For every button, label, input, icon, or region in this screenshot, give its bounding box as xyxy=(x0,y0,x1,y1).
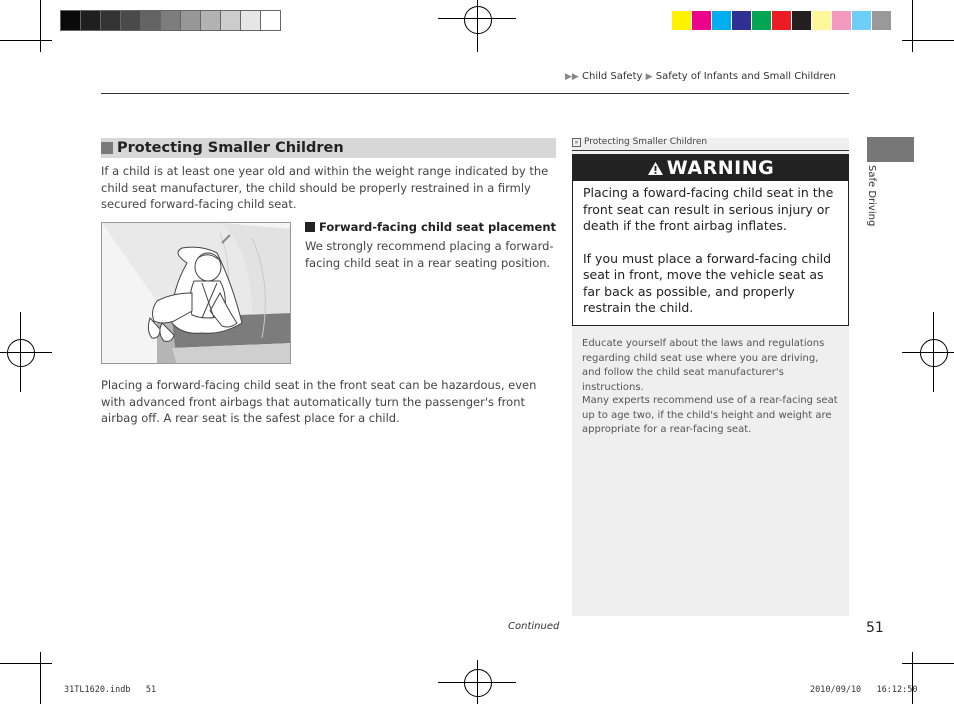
breadcrumb xyxy=(565,71,836,82)
closing-paragraph: Placing a forward-facing child seat in the front seat can be hazardous, even with advanced front airbags that automatically turn the passenger's front airbag off. A rear seat is the safest place for a child. xyxy=(101,378,537,425)
color-swatch xyxy=(692,11,711,30)
color-swatch xyxy=(201,11,220,30)
color-swatch xyxy=(772,11,791,30)
color-swatch xyxy=(852,11,871,30)
warning-box xyxy=(572,154,849,326)
sidebar-reference-text: Protecting Smaller Children xyxy=(584,137,708,147)
color-swatch xyxy=(792,11,811,30)
color-swatch xyxy=(241,11,260,30)
color-swatch xyxy=(672,11,691,30)
footer-file-info: 31TL1620.indb 51 xyxy=(64,685,157,695)
sidebar-reference xyxy=(572,137,707,147)
color-swatch xyxy=(812,11,831,30)
child-seat-illustration xyxy=(101,222,291,364)
warning-text xyxy=(583,185,841,333)
warning-header xyxy=(573,155,848,181)
subheading xyxy=(305,219,556,235)
color-swatch xyxy=(161,11,180,30)
chapter-tab-label: Safe Driving xyxy=(866,165,877,227)
color-swatch xyxy=(712,11,731,30)
sidebar-note-laws: Educate yourself about the laws and regulations regarding child seat use where you are driving, and follow the child seat manufacturer's instructions. xyxy=(582,338,825,393)
continued-label: Continued xyxy=(508,621,560,632)
color-swatch xyxy=(872,11,891,30)
reference-box-icon: » xyxy=(572,138,581,147)
color-swatch xyxy=(81,11,100,30)
square-bullet-icon xyxy=(101,142,113,154)
header-rule xyxy=(101,93,849,94)
breadcrumb-arrow-icon: ▶ xyxy=(645,72,653,82)
warning-paragraph-2: If you must place a forward-facing child seat in front, move the vehicle seat as far back as possible, and properly restrain the child. xyxy=(583,250,832,315)
section-heading xyxy=(101,138,556,158)
placement-recommendation: We strongly recommend placing a forward-facing child seat in a rear seating position. xyxy=(305,239,554,270)
warning-paragraph-1: Placing a foward-facing child seat in the front seat can result in serious injury or death if the front airbag inflates. xyxy=(583,185,834,233)
breadcrumb-item-child-safety[interactable]: Child Safety xyxy=(582,71,643,82)
chapter-tab[interactable] xyxy=(867,137,914,162)
color-swatch xyxy=(181,11,200,30)
breadcrumb-arrow-icon: ▶▶ xyxy=(565,72,579,82)
color-swatch xyxy=(101,11,120,30)
color-swatch xyxy=(121,11,140,30)
color-swatch xyxy=(752,11,771,30)
breadcrumb-item-infant-safety[interactable]: Safety of Infants and Small Children xyxy=(655,71,836,82)
color-swatch xyxy=(732,11,751,30)
subheading-text: Forward-facing child seat placement xyxy=(319,220,557,234)
color-swatch xyxy=(141,11,160,30)
color-swatch xyxy=(832,11,851,30)
page-number: 51 xyxy=(866,620,884,636)
footer-timestamp: 2010/09/10 16:12:50 xyxy=(810,685,918,695)
color-swatch xyxy=(221,11,240,30)
intro-paragraph: If a child is at least one year old and within the weight range indicated by the child seat manufacturer, the child should be properly restrained in a firmly secured forward-facing child seat. xyxy=(101,164,549,211)
section-title: Protecting Smaller Children xyxy=(117,140,344,156)
warning-title: WARNING xyxy=(666,157,775,179)
sidebar-note-rear-facing: Many experts recommend use of a rear-facing seat up to age two, if the child's height and weight are appropriate for a rear-facing seat. xyxy=(582,395,838,435)
square-bullet-icon xyxy=(305,222,315,232)
sidebar-rule xyxy=(572,150,849,151)
warning-triangle-icon xyxy=(647,161,664,176)
color-swatch xyxy=(261,11,280,30)
color-swatch xyxy=(61,11,80,30)
